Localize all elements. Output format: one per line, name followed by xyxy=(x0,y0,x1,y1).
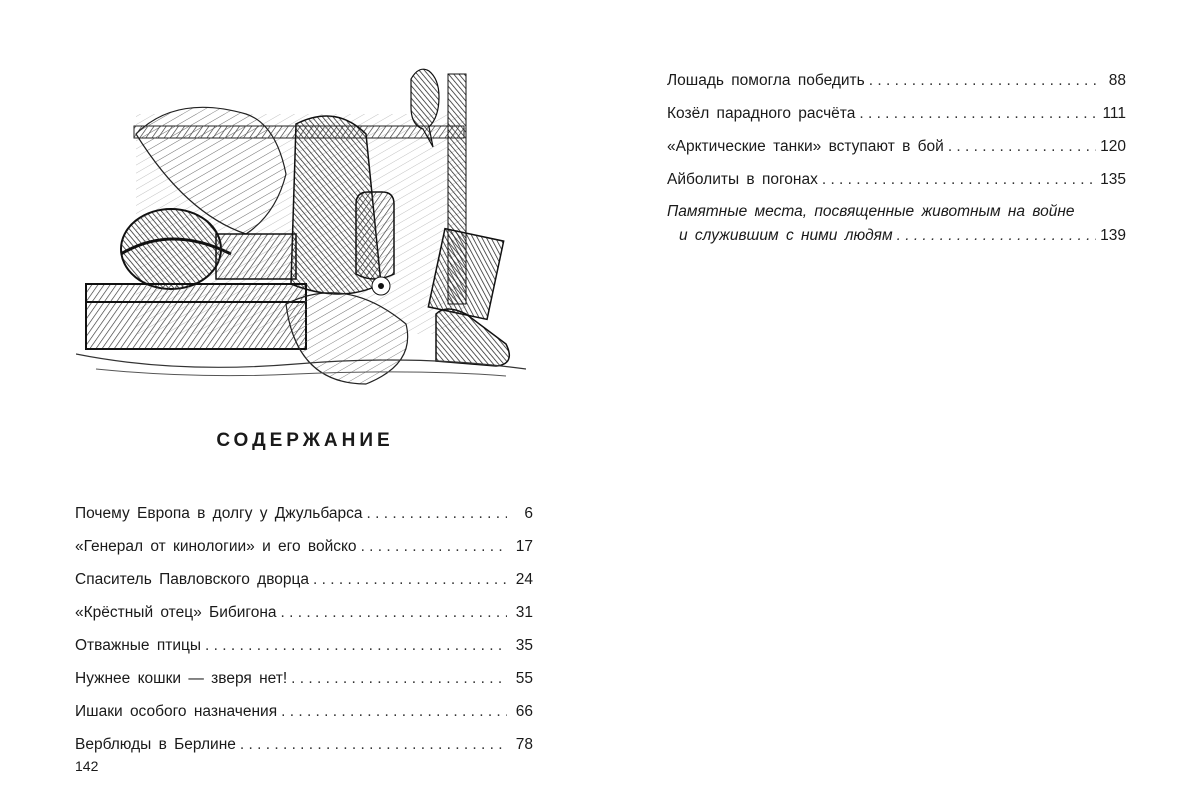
toc-entry[interactable] xyxy=(75,656,533,689)
toc-entry-page: 31 xyxy=(515,604,533,621)
toc-entry[interactable] xyxy=(75,590,533,623)
toc-entry-page: 17 xyxy=(515,538,533,555)
toc-entry[interactable] xyxy=(75,623,533,656)
toc-entry-page: 139 xyxy=(1100,227,1126,244)
toc-entry-leader xyxy=(291,669,507,689)
toc-entry-title: «Генерал от кинологии» и его войско xyxy=(75,538,357,555)
toc-entry-leader xyxy=(948,137,1096,157)
toc-entry-title: Лошадь помогла победить xyxy=(667,72,865,89)
toc-entry-title-line2-row xyxy=(667,222,1126,246)
toc-entry-page: 35 xyxy=(515,637,533,654)
toc-entry[interactable] xyxy=(75,524,533,557)
toc-entry-title: «Арктические танки» вступают в бой xyxy=(667,138,944,155)
toc-entry-title: Козёл парадного расчёта xyxy=(667,105,856,122)
toc-entry-leader xyxy=(205,636,507,656)
toc-entry-title: Айболиты в погонах xyxy=(667,171,818,188)
toc-entry[interactable] xyxy=(667,58,1126,91)
toc-entry-title: Верблюды в Берлине xyxy=(75,736,236,753)
toc-entry-title: Отважные птицы xyxy=(75,637,202,654)
toc-entry-page: 78 xyxy=(515,736,533,753)
toc-entry-leader xyxy=(313,570,507,590)
toc-list-left xyxy=(75,491,533,755)
toc-entry-page: 135 xyxy=(1100,171,1126,188)
toc-entry-page: 88 xyxy=(1108,72,1126,89)
toc-entry-title: Спаситель Павловского дворца xyxy=(75,571,310,588)
toc-list-right xyxy=(667,58,1126,246)
toc-entry-page: 55 xyxy=(515,670,533,687)
toc-entry-memorials[interactable] xyxy=(667,202,1126,246)
toc-entry-leader xyxy=(859,104,1098,124)
toc-entry-title: Ишаки особого назначения xyxy=(75,703,278,720)
toc-title: СОДЕРЖАНИЕ xyxy=(216,430,394,451)
toc-entry-title: «Крёстный отец» Бибигона xyxy=(75,604,277,621)
toc-entry-leader xyxy=(869,71,1100,91)
page-number: 142 xyxy=(75,758,99,774)
toc-entry[interactable] xyxy=(75,491,533,524)
toc-entry-title-line2: и служившим с ними людям xyxy=(679,227,893,244)
toc-entry-leader xyxy=(367,504,507,524)
toc-entry[interactable] xyxy=(667,91,1126,124)
toc-entry[interactable] xyxy=(75,557,533,590)
toc-entry[interactable] xyxy=(75,689,533,722)
toc-entry-leader xyxy=(822,170,1096,190)
toc-entry-title: Нужнее кошки — зверя нет! xyxy=(75,670,288,687)
toc-entry-page: 111 xyxy=(1102,105,1126,122)
toc-entry-page: 120 xyxy=(1100,138,1126,155)
toc-entry-page: 6 xyxy=(524,505,533,522)
toc-entry-leader xyxy=(281,702,507,722)
toc-entry-page: 66 xyxy=(515,703,533,720)
toc-entry-leader xyxy=(281,603,507,623)
toc-entry[interactable] xyxy=(75,722,533,755)
toc-entry-leader xyxy=(897,226,1097,246)
toc-entry[interactable] xyxy=(667,157,1126,190)
war-still-life-sketch-icon xyxy=(76,54,526,389)
toc-entry-page: 24 xyxy=(515,571,533,588)
toc-entry-title: Почему Европа в долгу у Джульбарса xyxy=(75,505,363,522)
toc-entry-leader xyxy=(240,735,507,755)
toc-entry-leader xyxy=(361,537,507,557)
toc-entry[interactable] xyxy=(667,124,1126,157)
toc-entry-title-line1: Памятные места, посвященные животным на войне xyxy=(667,203,1075,220)
illustration xyxy=(76,54,526,389)
